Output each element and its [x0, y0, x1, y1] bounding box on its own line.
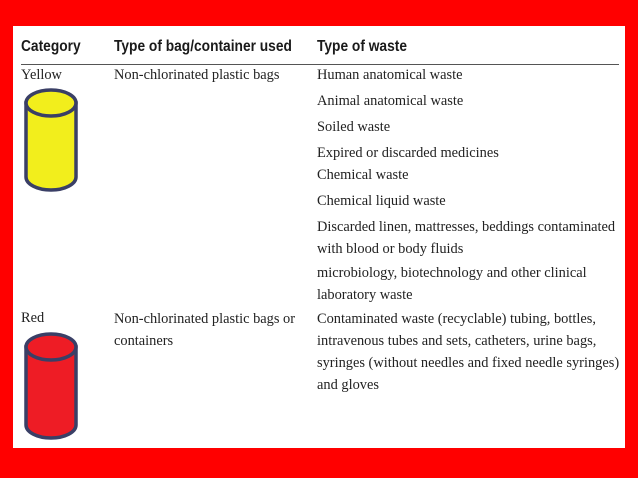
- category-yellow: Yellow: [21, 67, 62, 83]
- waste-item: Chemical liquid waste: [317, 193, 446, 209]
- waste-item-line: Contaminated waste (recyclable) tubing, bottles,: [317, 311, 596, 327]
- waste-item-line: syringes (without needles and fixed needle syringes): [317, 355, 620, 371]
- red-container-icon: [23, 330, 79, 447]
- waste-item: Human anatomical waste: [317, 67, 463, 83]
- waste-item-line: laboratory waste: [317, 287, 413, 303]
- waste-item: [317, 308, 619, 396]
- waste-item-line: Discarded linen, mattresses, beddings contaminated: [317, 219, 616, 235]
- category-red: Red: [21, 310, 45, 326]
- waste-item: Expired or discarded medicines: [317, 145, 499, 161]
- waste-item: Animal anatomical waste: [317, 93, 464, 109]
- yellow-container-icon: [23, 86, 79, 199]
- waste-item-line: microbiology, biotechnology and other clinical: [317, 265, 587, 281]
- bag-type-line: containers: [114, 333, 174, 349]
- waste-item: [317, 262, 587, 306]
- header-waste-type: Type of waste: [317, 38, 407, 55]
- bag-type-line: Non-chlorinated plastic bags or: [114, 311, 296, 327]
- header-category: Category: [21, 38, 81, 55]
- bag-type-red: [114, 308, 295, 352]
- header-bag-type: Type of bag/container used: [114, 38, 292, 55]
- waste-item: Soiled waste: [317, 119, 391, 135]
- waste-item-line: intravenous tubes and sets, catheters, urine bags,: [317, 333, 597, 349]
- waste-item-line: and gloves: [317, 377, 379, 393]
- bag-type-yellow: Non-chlorinated plastic bags: [114, 67, 280, 83]
- waste-item: Chemical waste: [317, 167, 409, 183]
- waste-segregation-table: [13, 26, 625, 448]
- waste-item: [317, 216, 615, 260]
- waste-item-line: with blood or body fluids: [317, 241, 464, 257]
